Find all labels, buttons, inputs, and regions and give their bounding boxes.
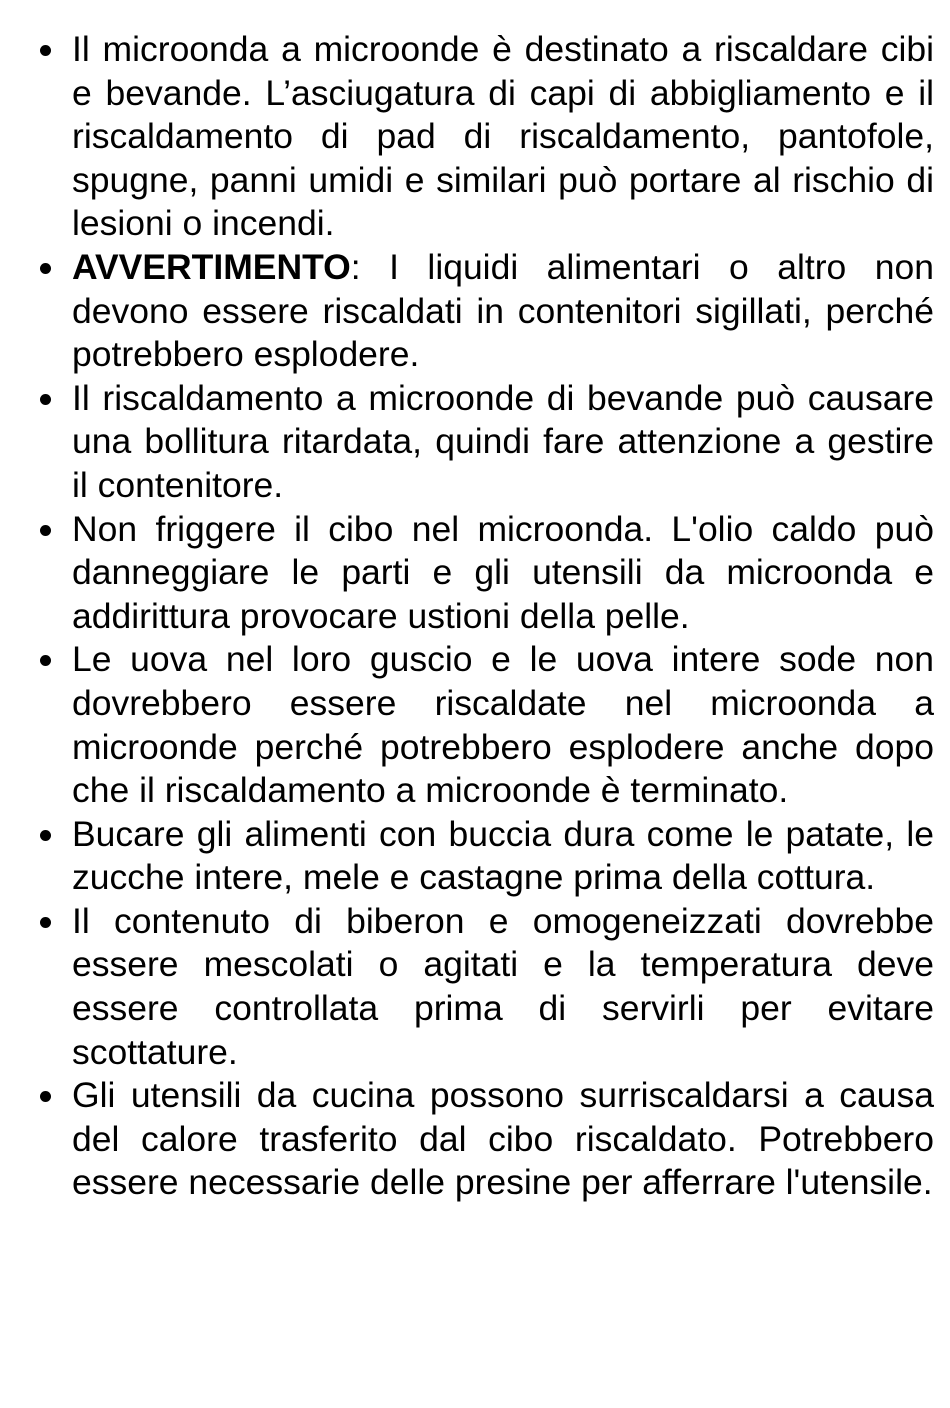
item-text: Gli utensili da cucina possono surriscaldarsi a causa del calore trasferito dal cibo riscaldato. Potrebbero essere necessarie delle presine per afferrare l'utensile. [72,1075,934,1203]
bullet-icon [40,394,51,405]
item-text: Bucare gli alimenti con buccia dura come le patate, le zucche intere, mele e castagne prima della cottura. [72,813,934,898]
bullet-icon [40,263,51,274]
list-item-baby-food [72,900,934,1074]
item-text: Il microonda a microonde è destinato a riscaldare cibi e bevande. L’asciugatura di capi di abbigliamento e il riscaldamento di pad di riscaldamento, pantofole, spugne, panni umidi e similari può portare al rischio di lesioni o incendi. [72,29,934,244]
warning-label: AVVERTIMENTO [72,246,351,287]
list-item-eggs [72,638,934,812]
bullet-icon [40,830,51,841]
item-text: Il riscaldamento a microonde di bevande può causare una bollitura ritardata, quindi fare attenzione a gestire il contenitore. [72,377,934,505]
item-text: Il contenuto di biberon e omogeneizzati dovrebbe essere mescolati o agitati e la temperatura deve essere controllata prima di servirli per evitare scottature. [72,900,934,1072]
bullet-icon [40,1091,51,1102]
item-text: Non friggere il cibo nel microonda. L'olio caldo può danneggiare le parti e gli utensili da microonda e addirittura provocare ustioni della pelle. [72,508,934,636]
item-text: Le uova nel loro guscio e le uova intere sode non dovrebbero essere riscaldate nel microonda a microonde perché potrebbero esplodere anche dopo che il riscaldamento a microonde è terminato. [72,639,934,811]
list-item-sealed-containers [72,246,934,377]
bullet-icon [40,655,51,666]
item-text: : I liquidi alimentari o altro non devono essere riscaldati in contenitori sigillati, perché potrebbero esplodere. [72,246,934,375]
list-item-heating-purpose [72,28,934,246]
list-item-hot-utensils [72,1074,934,1205]
bullet-icon [40,917,51,928]
list-item-no-frying [72,508,934,639]
safety-warnings-list [72,28,934,1205]
list-item-delayed-boiling [72,377,934,508]
list-item-pierce-skins [72,813,934,900]
bullet-icon [40,45,51,56]
bullet-icon [40,525,51,536]
